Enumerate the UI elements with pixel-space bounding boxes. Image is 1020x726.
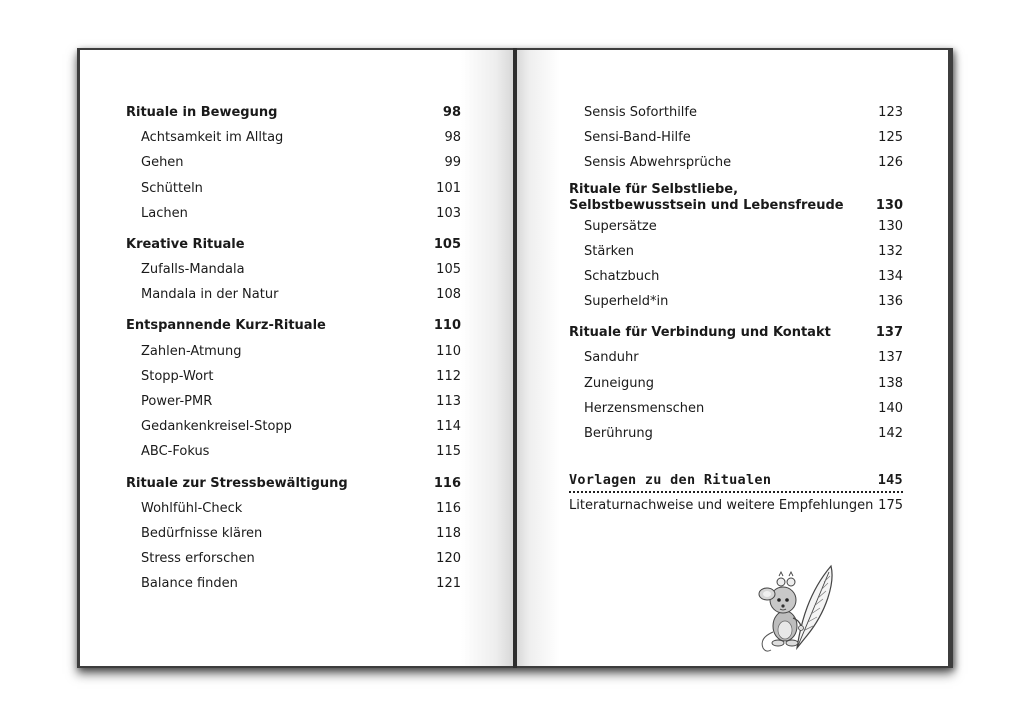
toc-vorlagen-title: Vorlagen zu den Ritualen (569, 472, 772, 488)
toc-literatur-page: 175 (878, 498, 903, 513)
toc-entry-stopp-wort[interactable] (126, 364, 461, 389)
toc-entry-achtsamkeit-im-alltag[interactable] (126, 125, 461, 150)
toc-entry-rituale-fur-verbindung-und-kontakt[interactable] (569, 320, 903, 345)
toc-entry-title: Bedürfnisse klären (141, 525, 263, 541)
toc-entry-wohlfuhl-check[interactable] (126, 496, 461, 521)
toc-entry-page: 136 (878, 294, 903, 310)
toc-entry-herzensmenschen[interactable] (569, 396, 903, 421)
left-page (80, 50, 513, 666)
toc-entry-schutteln[interactable] (126, 176, 461, 201)
toc-entry-title: Stopp-Wort (141, 368, 214, 384)
mouse-with-quill-icon (735, 552, 845, 662)
toc-entry-bedurfnisse-klaren[interactable] (126, 521, 461, 546)
toc-entry-title: Stress erforschen (141, 551, 255, 567)
toc-entry-rituale-zur-stressbewaltigung[interactable] (126, 471, 461, 496)
toc-entry-title: Balance finden (141, 576, 238, 592)
toc-entry-page: 110 (433, 318, 461, 334)
toc-entry-mandala-in-der-natur[interactable] (126, 282, 461, 307)
toc-entry-page: 105 (436, 262, 461, 278)
toc-entry-page: 112 (436, 368, 461, 384)
toc-entry-superheld-in[interactable] (569, 289, 903, 314)
toc-entry-supersatze[interactable] (569, 214, 903, 239)
toc-entry-title: Stärken (584, 243, 634, 259)
toc-entry-title: Mandala in der Natur (141, 287, 279, 303)
toc-entry-title: ABC-Fokus (141, 444, 210, 460)
toc-entry-page: 125 (878, 130, 903, 146)
toc-entry-title: Power-PMR (141, 394, 213, 410)
toc-entry-kreative-rituale[interactable] (126, 232, 461, 257)
toc-entry-title: Rituale in Bewegung (126, 104, 278, 120)
toc-entry-entspannende-kurz-rituale[interactable] (126, 314, 461, 339)
toc-entry-balance-finden[interactable] (126, 571, 461, 596)
toc-entry-page: 108 (436, 287, 461, 303)
toc-entry-rituale-in-bewegung[interactable] (126, 100, 461, 125)
toc-entry-page: 140 (878, 400, 903, 416)
toc-entry-page: 116 (433, 475, 461, 491)
toc-literatur-row[interactable] (569, 498, 903, 513)
toc-entry-page: 126 (878, 155, 903, 171)
toc-entry-rituale-fur-selbstliebe-selbstbewusstsein-und-lebensfreude[interactable] (569, 182, 903, 214)
toc-entry-beruhrung[interactable] (569, 421, 903, 446)
toc-entry-abc-fokus[interactable] (126, 439, 461, 464)
toc-entry-lachen[interactable] (126, 201, 461, 226)
toc-entry-sensis-abwehrspruche[interactable] (569, 150, 903, 175)
toc-entry-title: Sensis Soforthilfe (584, 104, 697, 120)
toc-left (126, 100, 461, 597)
toc-entry-title: Sanduhr (584, 350, 639, 366)
toc-entry-zuneigung[interactable] (569, 371, 903, 396)
toc-entry-title: Schütteln (141, 180, 203, 196)
toc-vorlagen-page: 145 (877, 472, 903, 488)
toc-entry-page: 105 (433, 236, 461, 252)
toc-entry-title: Rituale für Verbindung und Kontakt (569, 325, 831, 341)
toc-entry-title: Wohlfühl-Check (141, 500, 243, 516)
toc-entry-sanduhr[interactable] (569, 346, 903, 371)
toc-entry-page: 120 (436, 551, 461, 567)
toc-appendix (569, 458, 903, 513)
toc-entry-page: 123 (878, 104, 903, 120)
toc-entry-title: Schatzbuch (584, 268, 660, 284)
toc-entry-page: 132 (878, 243, 903, 259)
toc-entry-schatzbuch[interactable] (569, 264, 903, 289)
toc-entry-power-pmr[interactable] (126, 389, 461, 414)
toc-entry-title: Sensi-Band-Hilfe (584, 130, 691, 146)
toc-right (569, 100, 903, 446)
open-book (77, 48, 953, 668)
toc-entry-page: 115 (436, 444, 461, 460)
toc-entry-title: Sensis Abwehrsprüche (584, 155, 732, 171)
toc-literatur-title: Literaturnachweise und weitere Empfehlungen (569, 498, 874, 513)
toc-entry-page: 110 (436, 343, 461, 359)
toc-entry-zufalls-mandala[interactable] (126, 257, 461, 282)
toc-entry-sensis-soforthilfe[interactable] (569, 100, 903, 125)
toc-entry-title: Lachen (141, 205, 188, 221)
toc-entry-title: Superheld*in (584, 294, 669, 310)
toc-entry-page: 137 (878, 350, 903, 366)
toc-entry-title: Zuneigung (584, 375, 654, 391)
toc-entry-title: Kreative Rituale (126, 236, 245, 252)
toc-vorlagen-row[interactable] (569, 472, 903, 493)
toc-entry-page: 118 (436, 525, 461, 541)
toc-entry-gedankenkreisel-stopp[interactable] (126, 414, 461, 439)
toc-entry-title: Zufalls-Mandala (141, 262, 245, 278)
toc-entry-sensi-band-hilfe[interactable] (569, 125, 903, 150)
right-page (517, 50, 948, 666)
toc-entry-title: Rituale zur Stressbewältigung (126, 475, 348, 491)
toc-entry-page: 114 (436, 419, 461, 435)
toc-entry-title: Rituale für Selbstliebe, Selbstbewusstsein und Lebensfreude (569, 181, 844, 213)
toc-entry-page: 98 (442, 104, 461, 120)
toc-entry-page: 142 (878, 426, 903, 442)
toc-entry-page: 101 (436, 180, 461, 196)
toc-entry-stress-erforschen[interactable] (126, 546, 461, 571)
toc-entry-title: Achtsamkeit im Alltag (141, 130, 284, 146)
toc-entry-page: 98 (444, 130, 461, 146)
toc-entry-title: Entspannende Kurz-Rituale (126, 318, 326, 334)
toc-entry-page: 116 (436, 500, 461, 516)
toc-entry-title: Gedankenkreisel-Stopp (141, 419, 292, 435)
toc-entry-title: Zahlen-Atmung (141, 343, 242, 359)
toc-entry-title: Berührung (584, 426, 653, 442)
toc-entry-title: Herzensmenschen (584, 400, 705, 416)
toc-entry-page: 134 (878, 268, 903, 284)
toc-entry-title: Supersätze (584, 218, 657, 234)
toc-entry-starken[interactable] (569, 239, 903, 264)
toc-entry-page: 130 (878, 218, 903, 234)
toc-entry-page: 99 (444, 155, 461, 171)
toc-entry-page: 138 (878, 375, 903, 391)
toc-entry-page: 137 (875, 325, 903, 341)
toc-entry-zahlen-atmung[interactable] (126, 339, 461, 364)
toc-entry-gehen[interactable] (126, 150, 461, 175)
toc-entry-page: 121 (436, 576, 461, 592)
toc-entry-page: 103 (436, 205, 461, 221)
toc-entry-page: 130 (875, 197, 903, 213)
toc-entry-page: 113 (436, 394, 461, 410)
toc-entry-title: Gehen (141, 155, 184, 171)
